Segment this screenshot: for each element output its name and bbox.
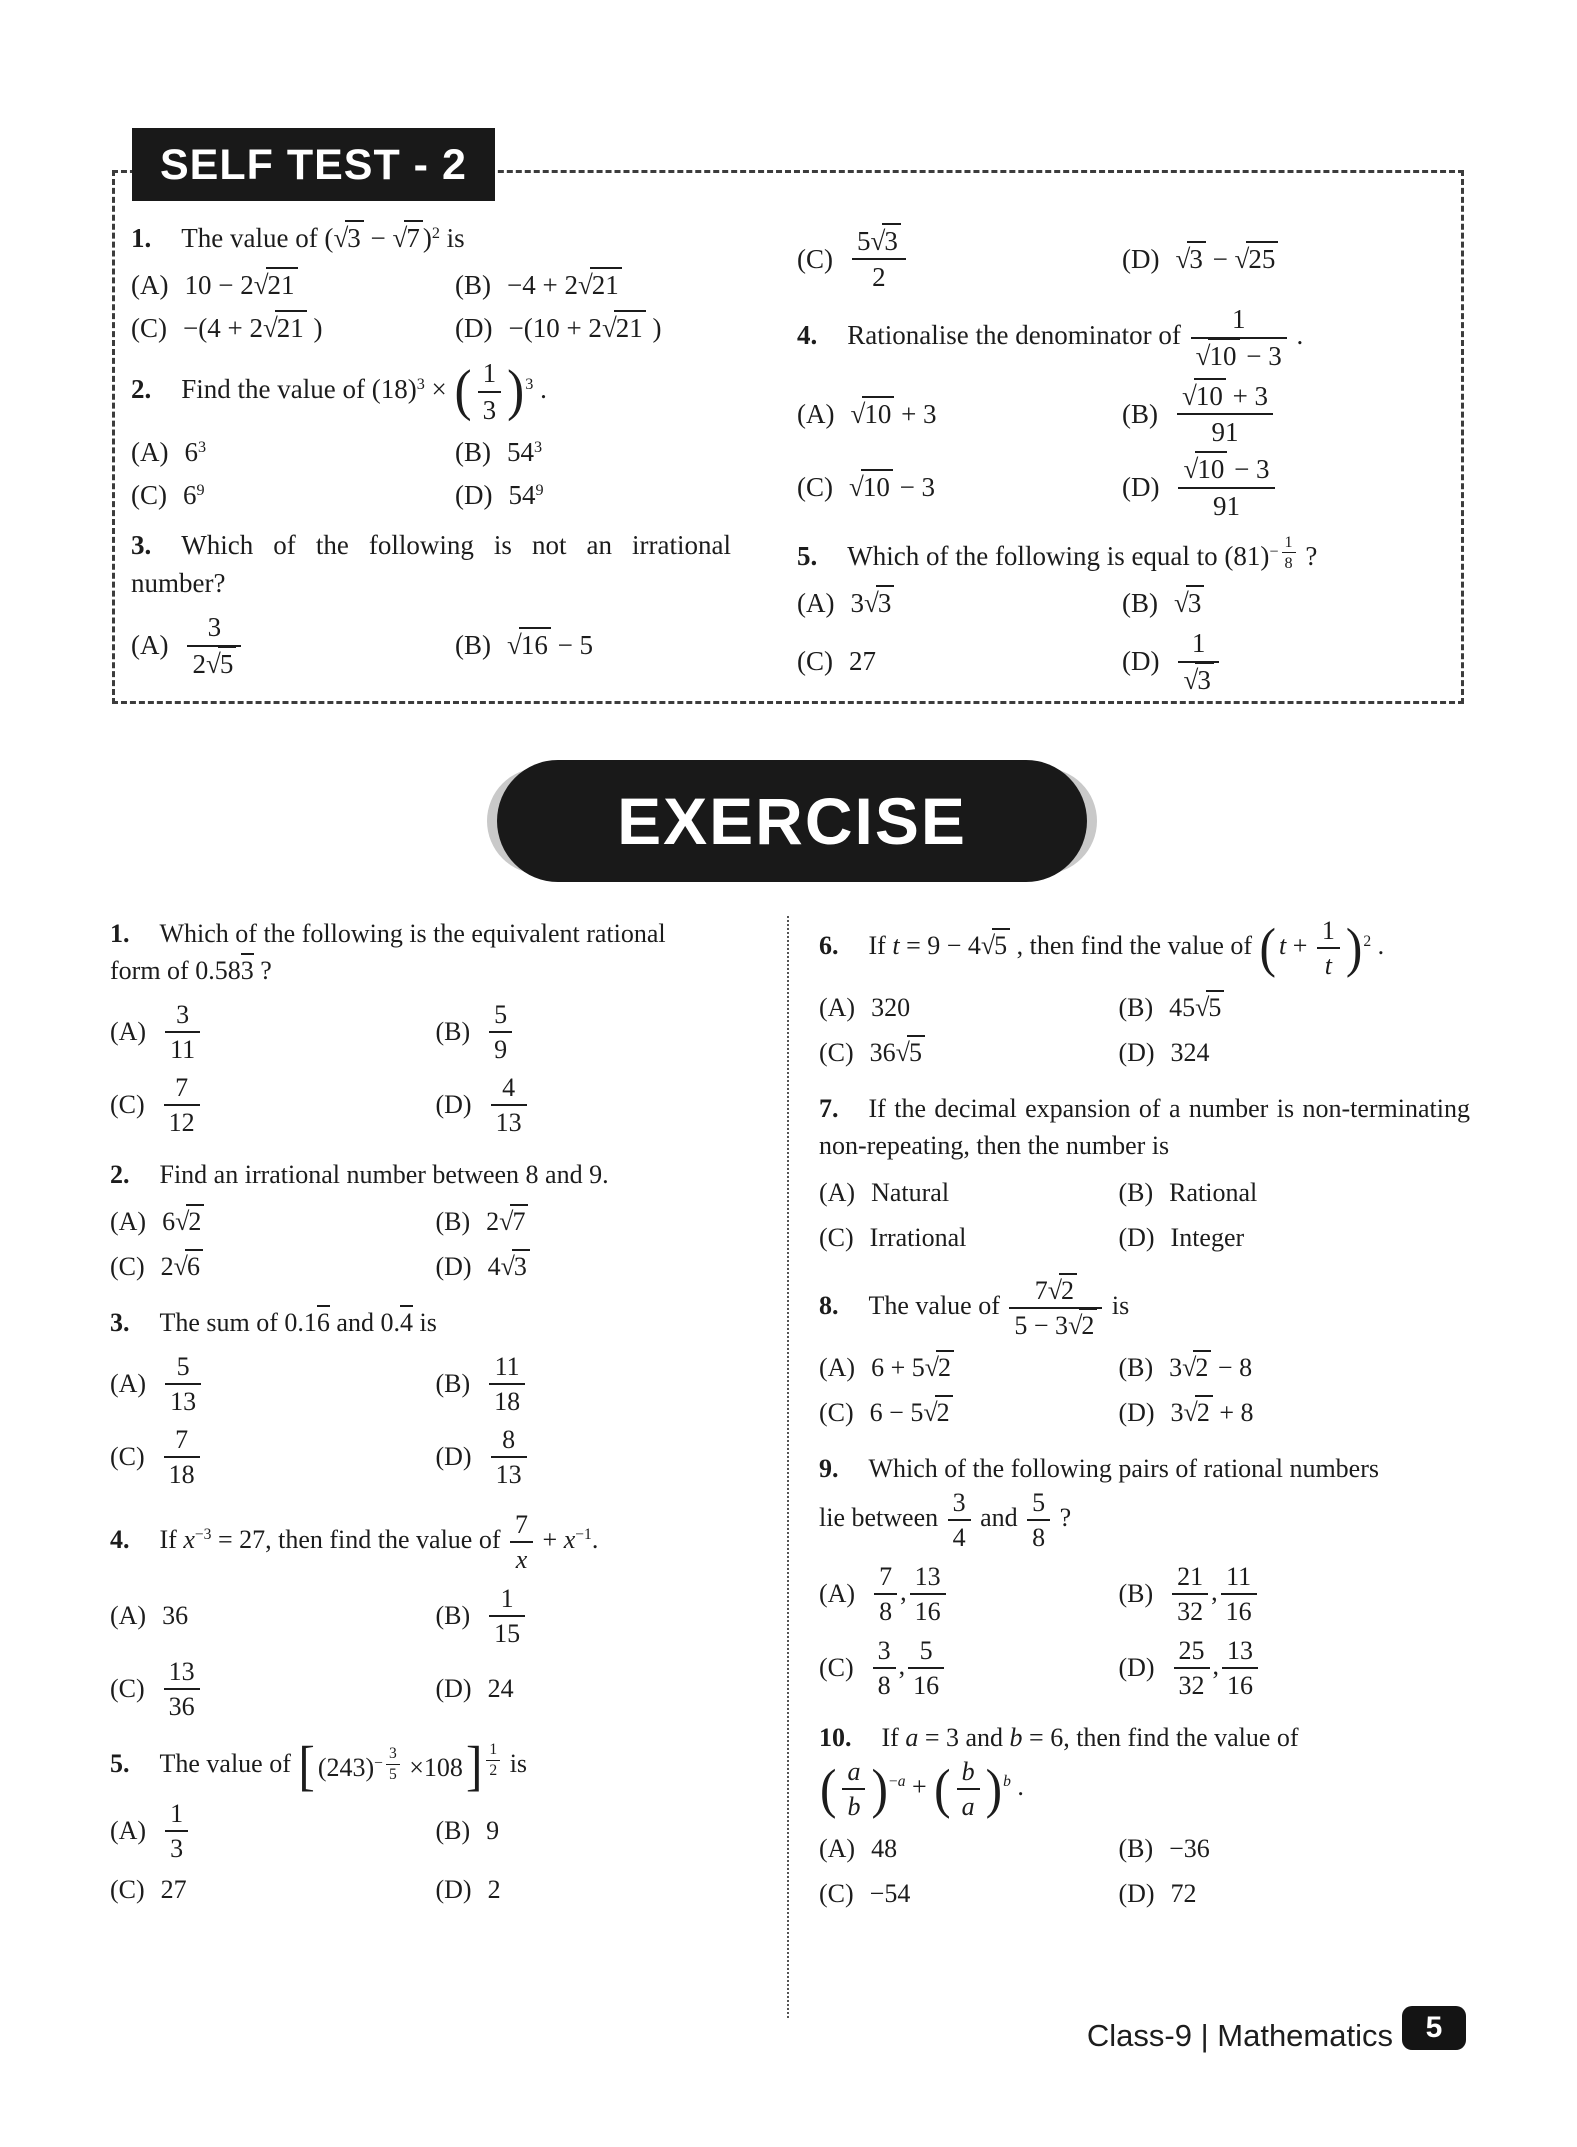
option-label: (A) — [819, 1178, 856, 1208]
question-text: 2. Find the value of (18)3 × ( $\frac{1}{3}$ ) 3 . — [131, 358, 547, 425]
option-value: $\frac{25}{32}$ , $\frac{13}{16}$ — [1171, 1636, 1262, 1700]
option — [110, 1352, 436, 1416]
option-label: (C) — [110, 1252, 145, 1282]
option-label: (A) — [131, 269, 169, 300]
question-number: 5. — [110, 1749, 130, 1779]
option-label: (A) — [819, 993, 856, 1023]
option — [110, 1073, 436, 1137]
self-test-right-column — [771, 219, 1447, 707]
option-value: 36√5 — [870, 1038, 925, 1068]
question-number: 2. — [110, 1160, 130, 1190]
option-row — [797, 628, 1447, 694]
option — [819, 1395, 1118, 1431]
option-value: −(4 + 2√21 ) — [183, 313, 323, 344]
option — [819, 1562, 1118, 1626]
option-value: $\frac{7}{18}$ — [161, 1425, 203, 1489]
question-text: 9. Which of the following pairs of rational numbers lie between $\frac{3}{4}$ and $\frac{5}{8}$ ? — [819, 1454, 1379, 1553]
option — [819, 1175, 1118, 1211]
option-value: −54 — [869, 1878, 911, 1908]
option — [455, 267, 731, 303]
self-test-columns — [131, 219, 1447, 707]
option-value: −4 + 2√21 — [507, 270, 622, 301]
option — [1118, 990, 1470, 1026]
question-number: 1. — [110, 919, 130, 948]
option-value: 45√5 — [1169, 993, 1224, 1023]
question-text: 10. If a = 3 and b = 6, then find the value of ( $\frac{a}{b}$ ) −a + ( $\frac{b}{a}$ ) b . — [819, 1722, 1299, 1821]
option — [819, 990, 1118, 1026]
option-value: −36 — [1169, 1833, 1210, 1863]
option-row — [819, 1831, 1470, 1867]
question-text: 4. If x−3 = 27, then find the value of $\frac{7}{x}$ + x−1. — [110, 1509, 599, 1574]
option-row — [110, 1657, 761, 1721]
option-row — [797, 585, 1447, 621]
option-value: Rational — [1169, 1178, 1258, 1208]
question-text: 8. The value of $\frac{7√2}{5 - 3√2}$ is — [819, 1276, 1470, 1340]
option-label: (B) — [1118, 1833, 1154, 1863]
option-label: (B) — [455, 630, 491, 661]
option-label: (A) — [819, 1579, 856, 1609]
option-label: (A) — [797, 587, 835, 618]
option-label: (A) — [797, 398, 835, 429]
option-label: (D) — [1122, 472, 1160, 503]
option-label: (D) — [455, 480, 493, 511]
question-number: 1. — [131, 223, 152, 253]
option-label: (C) — [110, 1090, 145, 1120]
option — [1122, 226, 1447, 292]
option-label: (B) — [1122, 587, 1158, 618]
option — [819, 1220, 1118, 1256]
option-row — [131, 435, 731, 471]
option-value: $\frac{7}{8}$ , $\frac{13}{16}$ — [871, 1562, 949, 1626]
option-label: (C) — [819, 1398, 854, 1428]
exercise-right-column — [789, 916, 1470, 2018]
option-value: 69 — [183, 480, 205, 511]
option — [797, 226, 1122, 292]
option — [455, 612, 731, 678]
question — [131, 219, 731, 346]
question-number: 7. — [819, 1094, 839, 1124]
option-row — [819, 1220, 1470, 1256]
option-row — [819, 1395, 1470, 1431]
option-label: (B) — [435, 1369, 471, 1399]
option-row — [131, 612, 731, 678]
option-value: $\frac{11}{18}$ — [486, 1352, 528, 1416]
option — [436, 1425, 762, 1489]
option-row — [797, 454, 1447, 520]
exercise-section — [110, 916, 1470, 2018]
option-label: (B) — [1118, 1178, 1154, 1208]
option — [819, 1350, 1118, 1386]
page-number-badge — [1402, 2006, 1466, 2050]
option — [1122, 628, 1447, 694]
option — [1118, 1220, 1470, 1256]
option-label: (C) — [110, 1674, 145, 1704]
option-label: (D) — [1118, 1398, 1155, 1428]
option-value: $\frac{13}{36}$ — [161, 1657, 203, 1721]
option — [436, 1204, 762, 1240]
question — [819, 1276, 1470, 1431]
option-row — [819, 1562, 1470, 1626]
question-text: 1. The value of (√3 − √7 )2 is — [131, 219, 731, 257]
option-label: (D) — [435, 1874, 472, 1904]
option — [436, 1657, 762, 1721]
option-value: $\frac{4}{13}$ — [488, 1073, 530, 1137]
option — [110, 1204, 436, 1240]
option-row — [110, 1249, 761, 1285]
option-value: 6√2 — [162, 1207, 204, 1237]
option-label: (A) — [819, 1833, 856, 1863]
option-value: $\frac{1}{15}$ — [486, 1584, 528, 1648]
option — [436, 1872, 762, 1908]
option — [110, 1425, 436, 1489]
option — [1118, 1175, 1470, 1211]
question-number: 4. — [110, 1524, 130, 1554]
option-row — [819, 1175, 1470, 1211]
question-text: 6. If t = 9 − 4√5 , then find the value of ( t + $\frac{1}{t}$ ) 2 . — [819, 916, 1385, 981]
option-value: 2√7 — [486, 1207, 528, 1237]
option-label: (B) — [1118, 1353, 1154, 1383]
question-number: 10. — [819, 1722, 852, 1752]
option-row — [110, 1073, 761, 1137]
option — [436, 1584, 762, 1648]
option — [1118, 1350, 1470, 1386]
option-value: 48 — [871, 1833, 898, 1863]
option-value: −(10 + 2√21 ) — [508, 313, 661, 344]
option-label: (C) — [819, 1223, 854, 1253]
option-row — [110, 1799, 761, 1863]
option — [110, 1872, 436, 1908]
option-label: (A) — [110, 1207, 147, 1237]
question-text: 3. The sum of 0.16 and 0.4 is — [110, 1305, 761, 1342]
question-number: 3. — [131, 529, 152, 560]
option — [110, 1799, 436, 1863]
option-value: Natural — [871, 1178, 950, 1208]
question-number: 4. — [797, 319, 818, 350]
question — [819, 1720, 1470, 1912]
option-label: (B) — [455, 269, 491, 300]
option-value: 6 − 5√2 — [870, 1398, 953, 1428]
option-value: √3 — [1174, 588, 1204, 619]
option-label: (C) — [797, 243, 833, 274]
option-value: 3√2 − 8 — [1169, 1353, 1252, 1383]
option — [1118, 1876, 1470, 1912]
option — [819, 1035, 1118, 1071]
question-number: 9. — [819, 1454, 839, 1484]
option — [110, 1249, 436, 1285]
option-label: (D) — [455, 312, 493, 343]
option-label: (B) — [455, 437, 491, 468]
question-text: 1. Which of the following is the equivalent rational form of 0.583 ? — [110, 919, 666, 985]
option-label: (B) — [1122, 398, 1158, 429]
footer-label: Class-9 | Mathematics — [1086, 2018, 1393, 2053]
option — [110, 1584, 436, 1648]
question-number: 3. — [110, 1308, 130, 1338]
option-row — [819, 1350, 1470, 1386]
question-text: 7. If the decimal expansion of a number is non-terminating non-repeating, then the number is — [819, 1094, 1470, 1161]
option-label: (B) — [435, 1207, 471, 1237]
question — [110, 1157, 761, 1285]
option — [455, 435, 731, 471]
option — [436, 1799, 762, 1863]
question — [819, 1451, 1470, 1700]
option — [131, 612, 455, 678]
question — [131, 526, 731, 679]
option-label: (B) — [1118, 993, 1154, 1023]
option-value: 63 — [184, 437, 207, 468]
option-value: $\frac{5}{9}$ — [486, 1000, 515, 1064]
option-value: √3 − √25 — [1175, 244, 1278, 275]
option — [131, 267, 455, 303]
option — [436, 1249, 762, 1285]
option-label: (D) — [1118, 1223, 1155, 1253]
option-label: (C) — [797, 472, 833, 503]
option-value: $\frac{3}{2√5}$ — [184, 612, 244, 678]
option-row — [797, 226, 1447, 292]
option-label: (A) — [819, 1353, 856, 1383]
option-label: (A) — [131, 630, 169, 661]
option-row — [819, 1035, 1470, 1071]
option-value: 72 — [1170, 1878, 1197, 1908]
option-label: (D) — [435, 1442, 472, 1472]
question-number: 5. — [797, 541, 818, 572]
option — [819, 1636, 1118, 1700]
option-label: (A) — [110, 1369, 147, 1399]
option — [1122, 454, 1447, 520]
exercise-left-column — [110, 916, 787, 2018]
option — [819, 1831, 1118, 1867]
option-value: 2√6 — [161, 1252, 203, 1282]
question-number: 2. — [131, 373, 152, 404]
option-label: (C) — [131, 312, 167, 343]
option-row — [797, 381, 1447, 447]
page-number: 5 — [1425, 2011, 1443, 2044]
option-row — [131, 310, 731, 346]
option-value: Integer — [1170, 1223, 1245, 1253]
option-label: (D) — [1122, 243, 1160, 274]
option-value: 3√2 + 8 — [1171, 1398, 1254, 1428]
option-label: (A) — [110, 1016, 147, 1046]
option — [436, 1000, 762, 1064]
option-label: (B) — [435, 1600, 471, 1630]
option-value: $\frac{7}{12}$ — [161, 1073, 203, 1137]
option-value: $\frac{√10 - 3}{91}$ — [1175, 454, 1277, 520]
option — [1118, 1562, 1470, 1626]
question — [110, 916, 761, 1137]
option — [1122, 381, 1447, 447]
option-value: $\frac{3}{11}$ — [162, 1000, 203, 1064]
self-test-section — [112, 141, 1464, 704]
option — [455, 478, 731, 514]
option — [797, 628, 1122, 694]
option-label: (C) — [819, 1652, 854, 1682]
exercise-title: EXERCISE — [617, 784, 967, 858]
option-value: 3√3 — [850, 588, 894, 619]
option-label: (D) — [435, 1090, 472, 1120]
question-text: 5. The value of [ (243)− $\frac{3}{5}$ ×108 ] $\frac{1}{2}$ is — [110, 1734, 528, 1797]
option-row — [819, 1636, 1470, 1700]
option — [131, 435, 455, 471]
option-label: (D) — [1122, 646, 1160, 677]
option — [436, 1073, 762, 1137]
option — [819, 1876, 1118, 1912]
option — [1118, 1035, 1470, 1071]
option-label: (C) — [819, 1038, 854, 1068]
option-label: (C) — [110, 1874, 145, 1904]
option-value: 320 — [871, 993, 911, 1023]
option — [110, 1000, 436, 1064]
option-value: Irrational — [869, 1223, 967, 1253]
question — [797, 304, 1447, 520]
question-number: 6. — [819, 931, 839, 961]
option — [1122, 585, 1447, 621]
exercise-banner — [497, 760, 1087, 882]
option-value: √16 − 5 — [507, 630, 593, 661]
question — [797, 533, 1447, 695]
option-value: $\frac{5√3}{2}$ — [849, 226, 909, 292]
option-value: √10 − 3 — [849, 472, 935, 503]
option-value: 27 — [160, 1874, 187, 1904]
option-value: 549 — [508, 480, 544, 511]
option-row — [110, 1872, 761, 1908]
option — [1118, 1831, 1470, 1867]
option-row — [110, 1352, 761, 1416]
question — [110, 1734, 761, 1908]
self-test-title: SELF TEST - 2 — [132, 128, 495, 201]
option-label: (D) — [435, 1252, 472, 1282]
option — [1118, 1636, 1470, 1700]
option-row — [819, 990, 1470, 1026]
option — [131, 478, 455, 514]
question-text: 5. Which of the following is equal to (81)− $\frac{1}{8}$ ? — [797, 532, 1318, 573]
question-text: 2. Find an irrational number between 8 and 9. — [110, 1160, 609, 1190]
option-label: (D) — [435, 1674, 472, 1704]
option-row — [110, 1425, 761, 1489]
option — [797, 454, 1122, 520]
option — [797, 585, 1122, 621]
option-row — [131, 478, 731, 514]
option-label: (B) — [435, 1016, 471, 1046]
option-value: 24 — [487, 1674, 514, 1704]
self-test-left-column — [131, 219, 731, 707]
option-row — [110, 1584, 761, 1648]
option-label: (A) — [110, 1815, 147, 1845]
option-value: 4√3 — [488, 1252, 530, 1282]
option-label: (D) — [1118, 1878, 1155, 1908]
option-row — [110, 1204, 761, 1240]
option-label: (C) — [797, 646, 833, 677]
option-value: 543 — [507, 437, 543, 468]
option-label: (C) — [819, 1878, 854, 1908]
option-label: (A) — [131, 437, 169, 468]
option-value: $\frac{8}{13}$ — [488, 1425, 530, 1489]
option-value: 36 — [162, 1600, 189, 1630]
option-label: (D) — [1118, 1652, 1155, 1682]
option-row — [131, 267, 731, 303]
option-row — [819, 1876, 1470, 1912]
option-label: (B) — [435, 1815, 471, 1845]
option — [797, 381, 1122, 447]
option-value: 9 — [486, 1815, 500, 1845]
option — [131, 310, 455, 346]
option-label: (A) — [110, 1600, 147, 1630]
option-value: $\frac{21}{32}$ , $\frac{11}{16}$ — [1169, 1562, 1260, 1626]
option-value: √10 + 3 — [850, 399, 936, 430]
option-value: 27 — [849, 646, 876, 677]
option-label: (C) — [131, 480, 167, 511]
option-label: (C) — [110, 1442, 145, 1472]
option-value: $\frac{1}{√3}$ — [1175, 628, 1221, 694]
option — [436, 1352, 762, 1416]
question-number: 8. — [819, 1291, 839, 1321]
option-value: 324 — [1170, 1038, 1210, 1068]
option-value: 6 + 5√2 — [871, 1353, 954, 1383]
question — [131, 358, 731, 513]
option-label: (B) — [1118, 1579, 1154, 1609]
option — [455, 310, 731, 346]
option — [110, 1657, 436, 1721]
option-value: $\frac{1}{3}$ — [162, 1799, 191, 1863]
question — [110, 1510, 761, 1722]
question-text: 3. Which of the following is not an irrational number? — [131, 529, 731, 599]
question — [819, 916, 1470, 1071]
question — [797, 226, 1447, 292]
question — [110, 1305, 761, 1489]
question-text: 4. Rationalise the denominator of $\frac{1}{√10 - 3}$ . — [797, 304, 1304, 371]
option — [1118, 1395, 1470, 1431]
option-value: 10 − 2√21 — [184, 270, 297, 301]
option-row — [110, 1000, 761, 1064]
option-value: 2 — [487, 1874, 501, 1904]
option-label: (D) — [1118, 1038, 1155, 1068]
option-value: $\frac{√10 + 3}{91}$ — [1174, 381, 1276, 447]
option-value: $\frac{3}{8}$ , $\frac{5}{16}$ — [870, 1636, 948, 1700]
option-value: $\frac{5}{13}$ — [162, 1352, 204, 1416]
question — [819, 1091, 1470, 1256]
